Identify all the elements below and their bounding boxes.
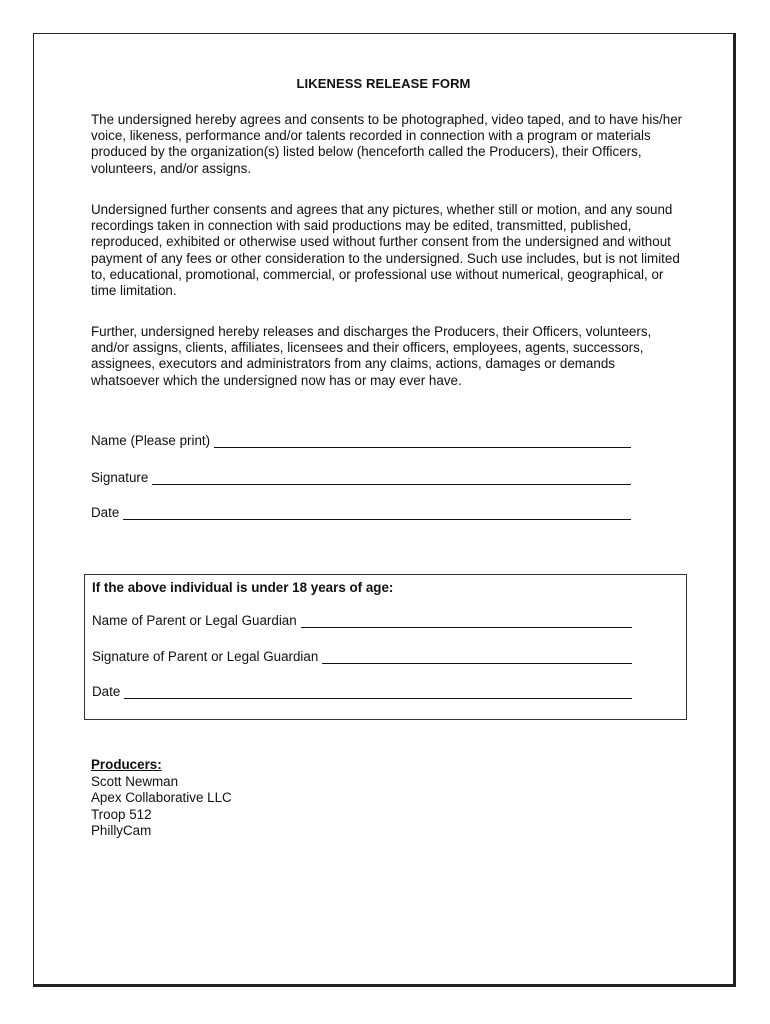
parent-signature-field[interactable] [92,649,632,665]
producer-item: Apex Collaborative LLC [91,790,232,805]
parent-date-label: Date [92,684,121,699]
producers-heading: Producers: [91,757,162,772]
date-field[interactable] [91,505,631,521]
parent-date-field[interactable] [92,684,632,700]
usage-paragraph: Undersigned further consents and agrees that any pictures, whether still or motion, and any sound recordings taken in connection with said productions may be edited, transmitted, published, reproduced, exhibited or otherwise used without further consent from the undersigned and without payment of any fees or other consideration to the undersigned. Such use includes, but is not limited to, educational, promotional, commercial, or professional use without numerical, geographical, or time limitation. [91,202,680,299]
producer-item: Troop 512 [91,806,152,822]
producers-list [91,774,232,840]
producer-item: Scott Newman [91,773,179,789]
signature-input-line[interactable] [152,470,631,485]
form-title: LIKENESS RELEASE FORM [296,76,471,91]
release-paragraph: Further, undersigned hereby releases and discharges the Producers, their Officers, volunteers, and/or assigns, clients, affiliates, licensees and their officers, employees, agents, successors, assignees, executors and administrators from any claims, actions, damages or demands whatsoever which the undersigned now has or may ever have. [91,324,652,388]
name-field[interactable] [91,433,631,449]
signature-field[interactable] [91,470,631,486]
parent-signature-input-line[interactable] [322,649,632,664]
parent-date-input-line[interactable] [124,684,632,699]
name-field-label: Name (Please print) [91,433,211,448]
parent-name-label: Name of Parent or Legal Guardian [92,613,297,628]
signature-field-label: Signature [91,470,149,485]
minor-consent-box [84,574,687,720]
name-input-line[interactable] [214,433,631,448]
parent-signature-label: Signature of Parent or Legal Guardian [92,649,319,664]
parent-name-input-line[interactable] [301,613,632,628]
consent-paragraph: The undersigned hereby agrees and consents to be photographed, video taped, and to have his/her voice, likeness, performance and/or talents recorded in connection with a program or materials produced by the organization(s) listed below (henceforth called the Producers), their Officers, volunteers, and/or assigns. [91,112,683,176]
producer-item: PhillyCam [91,823,152,838]
producers-section [91,757,232,840]
date-field-label: Date [91,505,120,520]
document-page [33,33,736,987]
minor-section-heading: If the above individual is under 18 years of age: [92,580,394,595]
date-input-line[interactable] [123,505,631,520]
parent-name-field[interactable] [92,613,632,629]
